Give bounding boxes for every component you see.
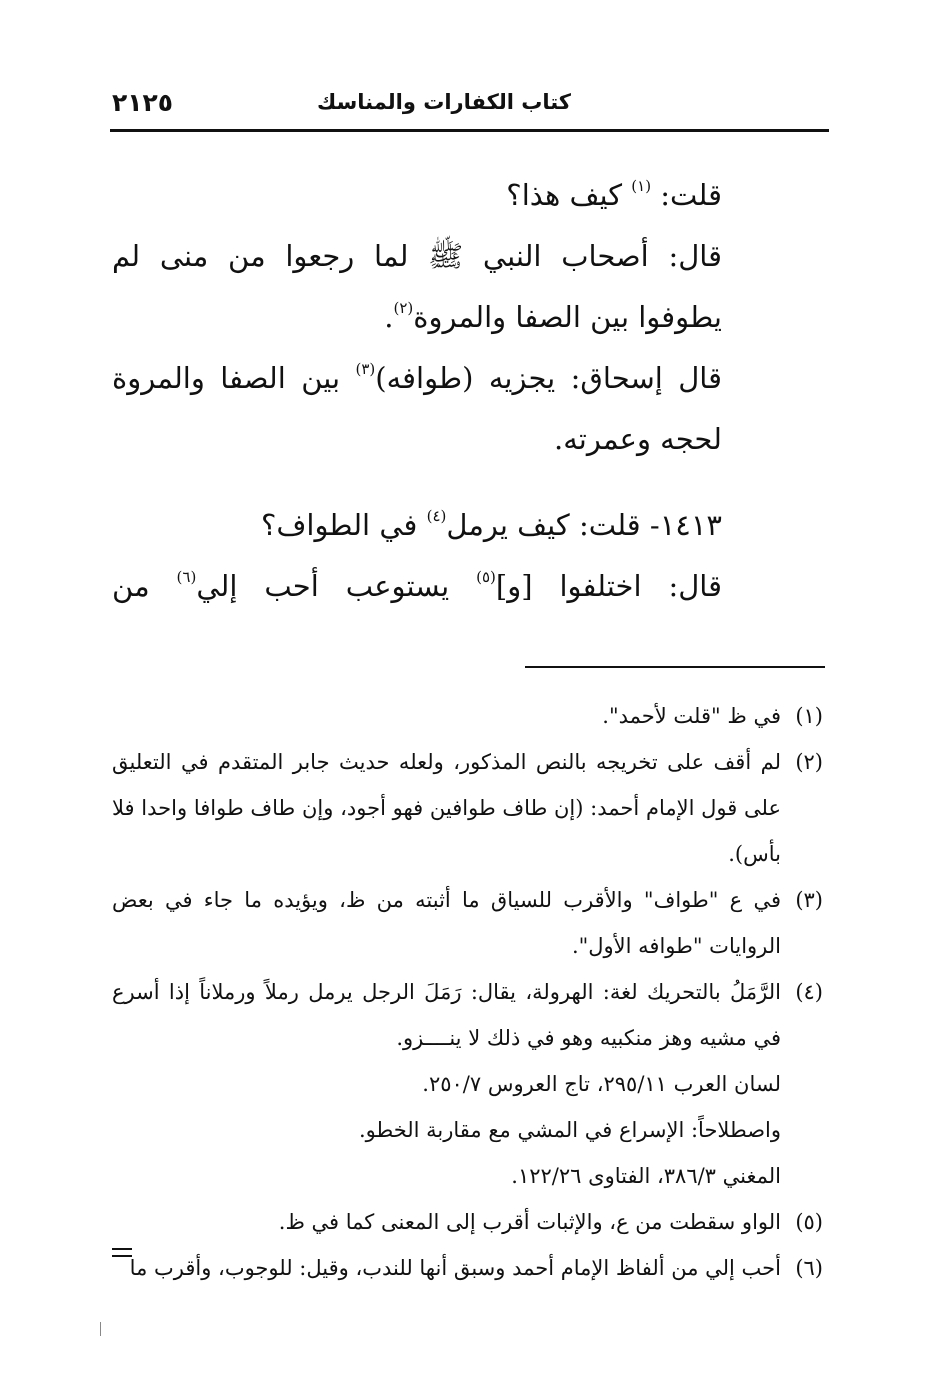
paragraph-question (112, 165, 722, 226)
text-run: قال إسحاق: يجزيه (طوافه) (375, 361, 722, 395)
footnote-ref: (٣) (355, 360, 376, 378)
text-run: كيف هذا؟ (506, 178, 632, 212)
footnote-continuation (112, 1153, 823, 1199)
footnote-ref: (٦) (176, 568, 197, 586)
footnote-continuation (112, 1107, 823, 1153)
running-title: كتاب الكفارات والمناسك (317, 90, 571, 114)
header-rule (110, 129, 829, 132)
footnote (112, 877, 823, 969)
footnote-text: لم أقف على تخريجه بالنص المذكور، ولعله حديث جابر المتقدم في التعليق على قول الإمام أحمد: (إن طاف طوافين فهو أجود، وإن طاف طوافا واحدا فلا بأس). (112, 750, 781, 866)
footnote-text: أحب إلي من ألفاظ الإمام أحمد وسبق أنها للندب، وقيل: للوجوب، وأقرب ما (129, 1256, 781, 1280)
footnote-number: (٣) (795, 888, 823, 912)
footnote-text: الواو سقطت من ع، والإثبات أقرب إلى المعنى كما في ظ. (278, 1210, 781, 1234)
footnote-number: (٦) (795, 1256, 823, 1280)
footnote-text: الرَّمَلُ بالتحريك لغة: الهرولة، يقال: رَمَلَ الرجل يرمل رملاً ورملاناً إذا أسرع في مشيه وهز منكبيه وهو في ذلك لا ينــــزو. (112, 980, 781, 1050)
footnote (112, 739, 823, 877)
paragraph-ishaq (112, 348, 722, 470)
footnote (112, 1199, 823, 1245)
text-run: ١٤١٣- قلت: كيف يرمل (446, 508, 722, 542)
footnote-continuation (112, 1061, 823, 1107)
footnote-number: (٢) (795, 750, 823, 774)
paragraph-question-1413 (112, 495, 722, 556)
text-run: بين الصفا والمروة لحجه وعمرته. (112, 361, 722, 456)
footnote-text: المغني ٣٨٦/٣، الفتاوى ١٢٢/٢٦. (511, 1164, 781, 1188)
footnote-text: لسان العرب ٢٩٥/١١، تاج العروس ٢٥٠/٧. (422, 1072, 781, 1096)
footnote-text: في ظ "قلت لأحمد". (602, 704, 781, 728)
footnote (112, 1245, 823, 1291)
text-run: من (112, 569, 177, 603)
continuation-mark (112, 1248, 132, 1257)
text-run: يستوعب أحب إلي (196, 569, 477, 603)
text-run: قلت: (651, 178, 722, 212)
footnote (112, 693, 823, 739)
footnote-text: واصطلاحاً: الإسراع في المشي مع مقاربة الخطو. (358, 1118, 781, 1142)
footnotes (112, 693, 823, 1291)
page-number: ٢١٢٥ (112, 88, 174, 117)
main-text (112, 165, 722, 617)
text-run: . (384, 300, 394, 334)
text-run: قال: أصحاب النبي ﷺ لما رجعوا من منى لم يطوفوا بين الصفا والمروة (112, 239, 722, 334)
text-run: قال: اختلفوا [و] (495, 569, 722, 603)
footnote-text: في ع "طواف" والأقرب للسياق ما أثبته من ظ، ويؤيده ما جاء في بعض الروايات "طوافه الأول". (112, 888, 781, 958)
margin-mark (100, 1322, 101, 1336)
footnote-number: (٤) (795, 980, 823, 1004)
footnote-ref: (٤) (426, 507, 447, 525)
text-run: في الطواف؟ (260, 508, 427, 542)
footnote-ref: (٥) (476, 568, 496, 586)
footnote-number: (١) (795, 704, 823, 728)
paragraph-answer (112, 226, 722, 348)
footnote-number: (٥) (795, 1210, 823, 1234)
page-header (112, 90, 827, 124)
paragraph-answer-1413 (112, 556, 722, 617)
footnote-ref: (١) (631, 177, 652, 195)
footnote (112, 969, 823, 1061)
footnote-separator (525, 666, 825, 668)
footnote-ref: (٢) (393, 299, 414, 317)
